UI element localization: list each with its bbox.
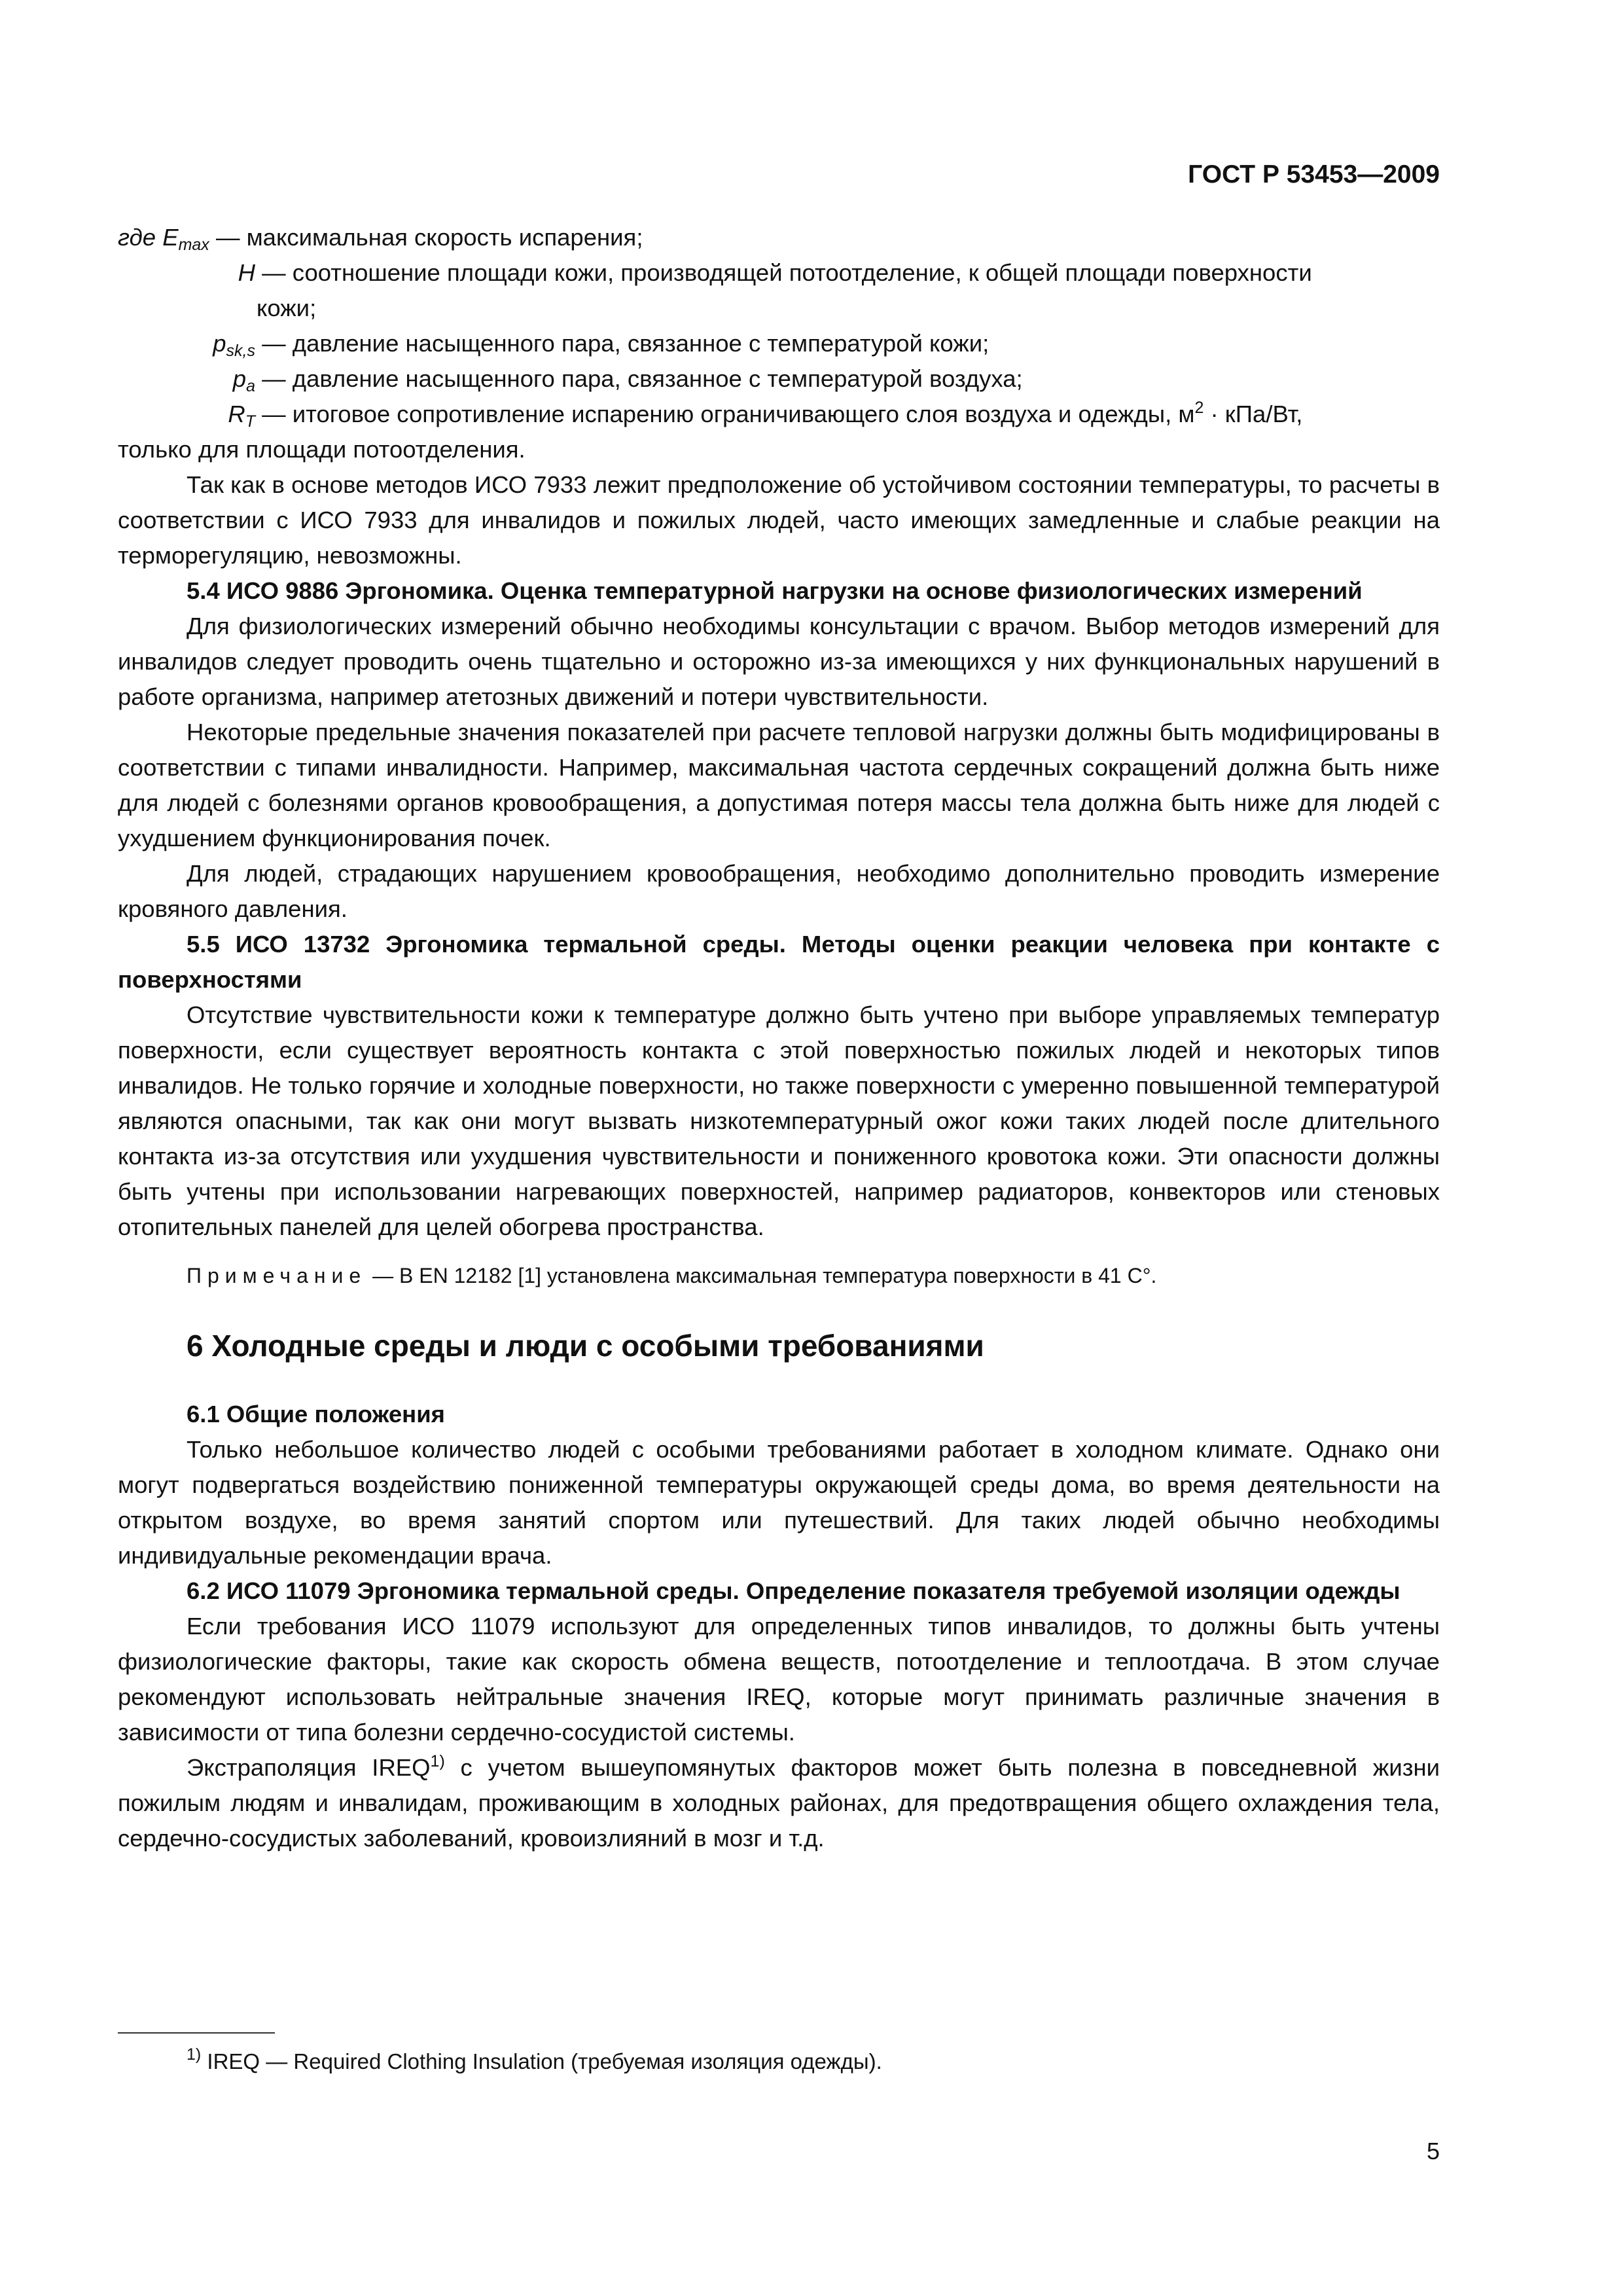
definition-row-pa	[118, 361, 1440, 397]
document-id-header: ГОСТ Р 53453—2009	[1188, 160, 1440, 188]
definition-tail: только для площади потоотделения.	[118, 436, 526, 463]
definition-row-psks	[118, 326, 1440, 361]
note-label: Примечание	[187, 1264, 367, 1287]
paragraph-iso7933: Так как в основе методов ИСО 7933 лежит предположение об устойчивом состоянии температуры, то расчеты в соответствии с ИСО 7933 для инвалидов и пожилых людей, часто имеющих замедленные и слабые реакции на терморегуляцию, невозможны.	[118, 471, 1440, 569]
term-psks: $p_{sk,s}$	[213, 330, 255, 360]
section-6-2-paragraph-1: Если требования ИСО 11079 используют для определенных типов инвалидов, то должны быть учтены физиологические факторы, такие как скорость обмена веществ, потоотделение и теплоотдача. В этом случае рекомендуют использовать нейтральные значения IREQ, которые могут принимать различные значения в зависимости от типа болезни сердечно-сосудистой системы.	[118, 1613, 1440, 1746]
section-5-5-paragraph-1: Отсутствие чувствительности кожи к температуре должно быть учтено при выборе управляемых температур поверхности, если существует вероятность контакта с этой поверхностью пожилых людей и некоторых типов инвалидов. Не только горячие и холодные поверхности, но также поверхности с умеренно повышенной температурой являются опасными, так как они могут вызвать низкотемпературный ожог кожи таких людей после длительного контакта из-за отсутствия или ухудшения чувствительности и пониженного кровотока кожи. Эти опасности должны быть учтены при использовании нагревающих поверхностей, например радиаторов, конвекторов или стеновых отопительных панелей для целей обогрева пространства.	[118, 1001, 1440, 1240]
term-emax: где $E_{max}$	[118, 224, 209, 254]
definition-row-h	[118, 255, 1440, 326]
section-5-5-heading: 5.5 ИСО 13732 Эргономика термальной среды. Методы оценки реакции человека при контакте с поверхностями	[118, 931, 1440, 993]
definition-text: — давление насыщенного пара, связанное с температурой кожи;	[255, 330, 990, 357]
section-5-4-paragraph-2: Некоторые предельные значения показателей при расчете тепловой нагрузки должны быть модифицированы в соответствии с типами инвалидности. Например, максимальная частота сердечных сокращений должна быть ниже для людей с болезнями органов кровообращения, а допустимая потеря массы тела должна быть ниже для людей с ухудшением функционирования почек.	[118, 719, 1440, 852]
section-6-heading: 6 Холодные среды и люди с особыми требованиями	[187, 1329, 984, 1363]
section-5-4-paragraph-1: Для физиологических измерений обычно необходимы консультации с врачом. Выбор методов измерений для инвалидов следует проводить очень тщательно и осторожно из-за имеющихся у них функциональных нарушений в работе организма, например атетозных движений и потери чувствительности.	[118, 613, 1440, 710]
definition-text: — соотношение площади кожи, производящей потоотделение, к общей площади поверхности	[255, 259, 1312, 286]
definition-text: — итоговое сопротивление испарению ограничивающего слоя воздуха и одежды, м	[255, 401, 1195, 427]
footnote-mark: 1)	[187, 2045, 202, 2064]
definition-row-rt: $R_T$ — итоговое сопротивление испарению ограничивающего слоя воздуха и одежды, $м^2 \cdot кПа/Вт$,	[118, 397, 1440, 432]
note-text: — В EN 12182 [1] установлена максимальная температура поверхности в 41 C°.	[366, 1264, 1157, 1287]
section-6-2-heading: 6.2 ИСО 11079 Эргономика термальной среды. Определение показателя требуемой изоляции одежды	[187, 1577, 1400, 1604]
variable-definitions	[118, 220, 1440, 467]
section-5-4-paragraph-3: Для людей, страдающих нарушением кровообращения, необходимо дополнительно проводить измерение кровяного давления.	[118, 860, 1440, 922]
definition-row-emax	[118, 220, 1440, 255]
term-h: H	[238, 259, 255, 286]
footnote-divider	[118, 2032, 275, 2034]
note	[118, 1258, 1440, 1293]
section-6-1-heading: 6.1 Общие положения	[187, 1401, 445, 1427]
footnote-text: IREQ — Required Clothing Insulation (требуемая изоляция одежды).	[201, 2049, 882, 2073]
term-rt: $R_T$	[228, 401, 255, 431]
definition-text: — давление насыщенного пара, связанное с температурой воздуха;	[255, 365, 1023, 392]
term-pa: $p_a$	[232, 365, 255, 395]
page-body	[118, 220, 1440, 1856]
section-5-4-heading: 5.4 ИСО 9886 Эргономика. Оценка температурной нагрузки на основе физиологических измерений	[187, 577, 1363, 604]
page-number: 5	[1426, 2138, 1440, 2164]
document-page	[118, 0, 1440, 2296]
section-6-1-paragraph: Только небольшое количество людей с особыми требованиями работает в холодном климате. Однако они могут подвергаться воздействию пониженной температуры окружающей среды дома, во время деятельности на открытом воздухе, во время занятий спортом или путешествий. Для таких людей обычно необходимы индивидуальные рекомендации врача.	[118, 1436, 1440, 1569]
definition-continuation: кожи;	[257, 295, 317, 321]
footnote-reference: 1)	[430, 1752, 445, 1770]
footnote	[187, 2047, 882, 2076]
section-6-2-paragraph-2: Экстраполяция IREQ$^{1)}$ с учетом вышеупомянутых факторов может быть полезна в повседневной жизни пожилым людям и инвалидам, проживающим в холодных районах, для предотвращения общего охлаждения тела, сердечно-сосудистых заболеваний, кровоизлияний в мозг и т.д.	[118, 1752, 1440, 1852]
definition-text: — максимальная скорость испарения;	[209, 224, 643, 251]
